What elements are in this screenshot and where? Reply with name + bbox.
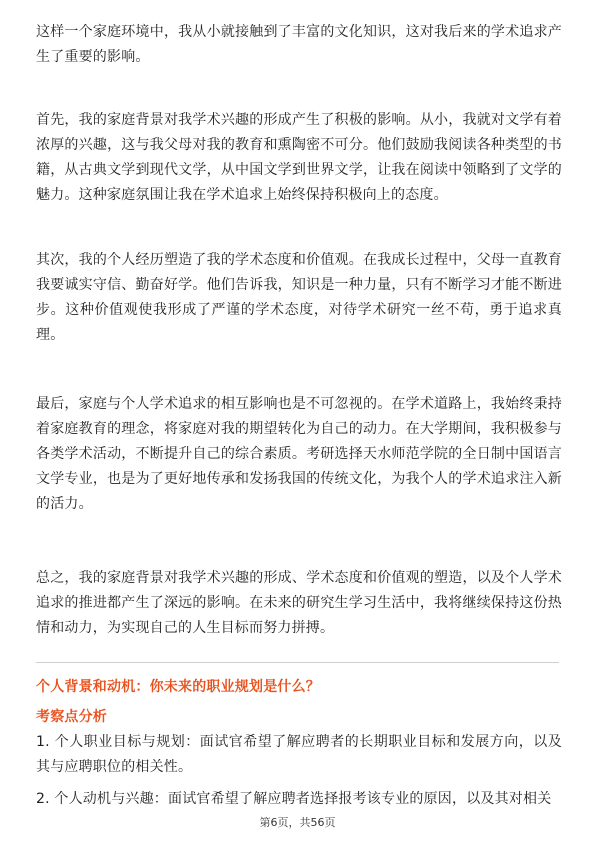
analysis-item-2: 2. 个人动机与兴趣：面试官希望了解应聘者选择报考该专业的原因，以及其对相关 <box>36 791 552 807</box>
analysis-heading: 考察点分析 <box>36 709 107 725</box>
paragraph-second: 其次，我的个人经历塑造了我的学术态度和价值观。在我成长过程中，父母一直教育我要诚实守信、勤奋好学。他们告诉我，知识是一种力量，只有不断学习才能不断进步。这种价值观使我形成了严谨的学术态度，对待学术研究一丝不苟，勇于追求真理。 <box>36 252 562 343</box>
paragraph-first: 首先，我的家庭背景对我学术兴趣的形成产生了积极的影响。从小，我就对文学有着浓厚的兴趣，这与我父母对我的教育和熏陶密不可分。他们鼓励我阅读各种类型的书籍，从古典文学到现代文学，从中国文学到世界文学，让我在阅读中领略到了文学的魅力。这种家庭氛围让我在学术追求上始终保持积极向上的态度。 <box>36 112 562 203</box>
question-heading: 个人背景和动机：你未来的职业规划是什么？ <box>36 679 320 695</box>
section-divider <box>36 662 559 663</box>
analysis-item-1: 1. 个人职业目标与规划：面试官希望了解应聘者的长期职业目标和发展方向，以及其与应聘职位的相关性。 <box>36 734 562 775</box>
page-number: 第6页，共56页 <box>259 816 336 829</box>
paragraph-third: 最后，家庭与个人学术追求的相互影响也是不可忽视的。在学术道路上，我始终秉持着家庭教育的理念，将家庭对我的期望转化为自己的动力。在大学期间，我积极参与各类学术活动，不断提升自己的综合素质。考研选择天水师范学院的全日制中国语言文学专业，也是为了更好地传承和发扬我国的传统文化，为我个人的学术追求注入新的活力。 <box>36 396 562 512</box>
paragraph-intro: 这样一个家庭环境中，我从小就接触到了丰富的文化知识，这对我后来的学术追求产生了重要的影响。 <box>36 24 562 65</box>
paragraph-conclusion: 总之，我的家庭背景对我学术兴趣的形成、学术态度和价值观的塑造，以及个人学术追求的推进都产生了深远的影响。在未来的研究生学习生活中，我将继续保持这份热情和动力，为实现自己的人生目标而努力拼搏。 <box>36 570 562 636</box>
